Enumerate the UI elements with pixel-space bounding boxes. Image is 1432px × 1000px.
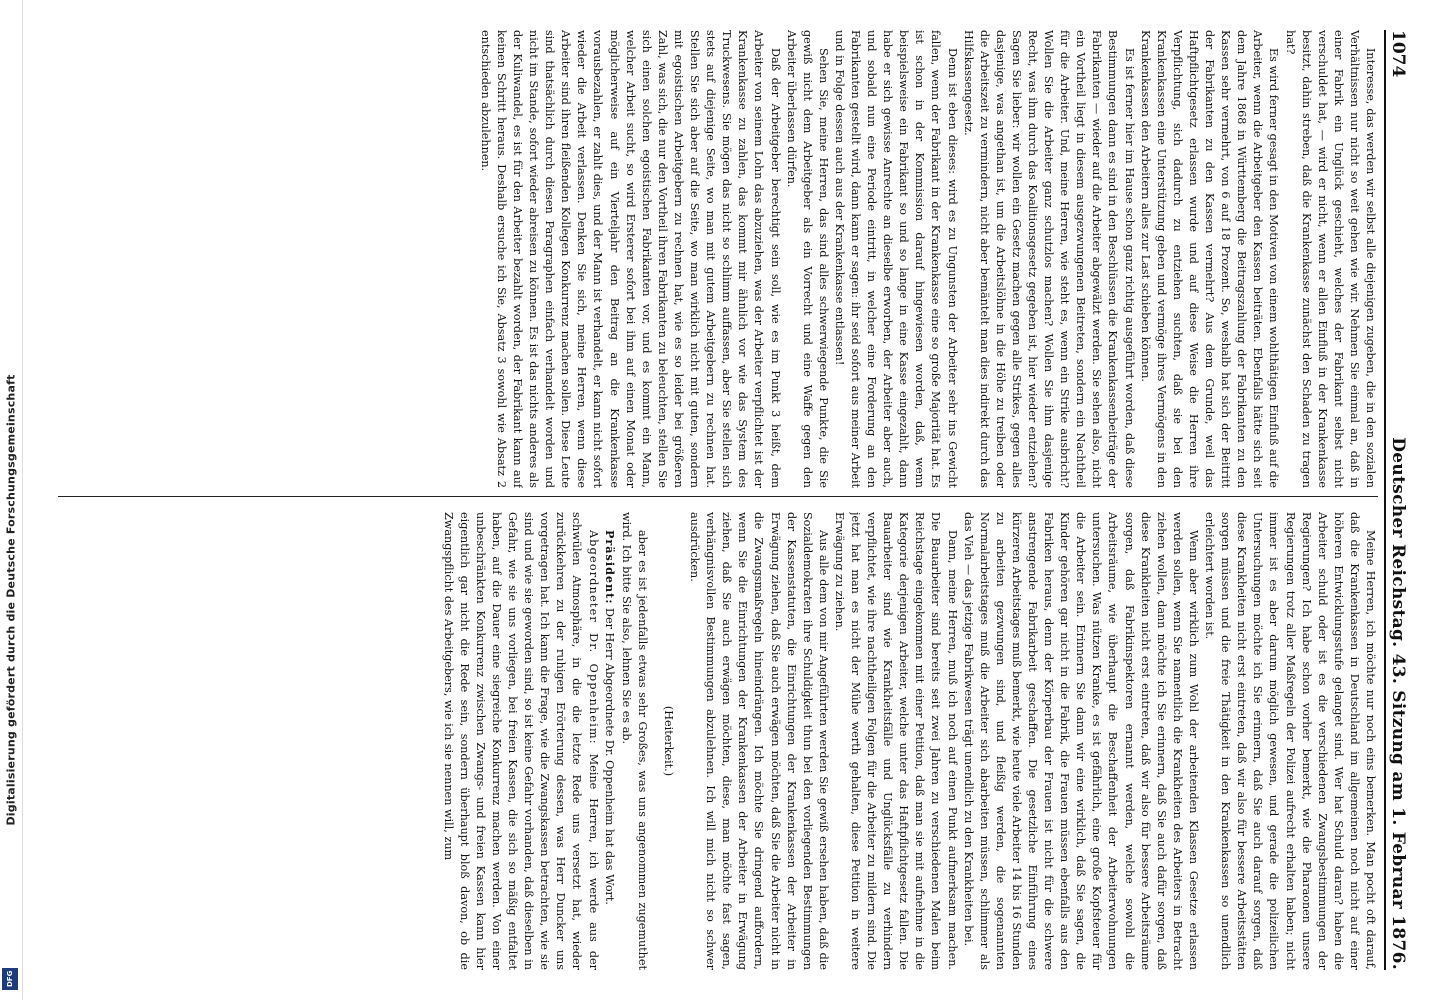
president-label: Präsident: <box>602 530 617 605</box>
interjection-heiterkeit: (Heiterkeit.) <box>661 705 675 777</box>
running-head <box>1384 30 1414 970</box>
digitization-credit-strip <box>0 0 23 1000</box>
rotated-page-content <box>40 0 1420 1000</box>
paragraph: Interesse, das werden wir selbst alle diejenigen zugeben, die in den sozialen Verhältnissen nur nicht so weit gehen wie wir. Nehmen Sie einmal an, daß in einer Fabrik ein Unglück geschieht, welches der Fabrikant selbst nicht verschuldet hat, — wird er nicht, wenn er allen Einfluß in der Krankenkasse besitzt, dahin streben, daß die Krankenkasse zunächst den Schaden zu tragen hat? <box>1283 30 1377 488</box>
scanned-page <box>24 0 1432 1000</box>
dfg-logo: DFG <box>2 968 18 990</box>
running-title: Deutscher Reichstag. 43. Sitzung am 1. Februar 1876. <box>1388 437 1408 970</box>
paragraph: Wenn aber wirklich zum Wohl der arbeitenden Klassen Gesetze erlassen werden sollen, wenn Sie namentlich die Krankheiten des Arbeiters in Betracht ziehen wollen, dann möchte ich Sie erinnern, daß Sie auch dafür sorgen, daß diese Krankheiten nicht erst eintreten, daß wir also für bessere Arbeitsräume sorgen, daß Fabrikinspektoren ernannt werden, welche sowohl die Arbeitsräume, wie überhaupt die Beschaffenheit der Arbeiterwohnungen untersuchen. Was nützen Kranke, es ist gefährlich, eine große Kopfsteuer für die Arbeiter sein. Erinnern Sie dann wir eine wirklich, daß Sie sagen, die Kinder gehören gar nicht in die Fabrik, die Frauen müssen ebenfalls aus den Fabriken heraus, denn der Körperbau der Frauen ist nicht für die schwere anstrengende Fabrikarbeit geschaffen. Die gesetzliche Einführung eines kürzeren Arbeitstages muß bemerkt, wie heute viele Arbeiter 14 bis 16 Stunden zu arbeiten gezwungen sind, und fleißig werden, die sogenannten Normalarbeitstages muß die Arbeiter sich abarbeiten müssen, schlimmer als das Vieh — das jetzige Fabrikwesen trägt unendlich zu den Krankheiten bei. <box>961 512 1200 970</box>
column-divider <box>58 496 1378 497</box>
paragraph: Dann, meine Herren, muß ich noch auf einen Punkt aufmerksam machen. Die Bauarbeiter sind bereits seit zwei Jahren zu verschiedenen Malen beim Reichstage eingekommen mit einer Petition, daß man sie mit aufnehme in die Kategorie derjenigen Arbeiter, welche unter das Haftpflichtgesetz fallen. Die Bauarbeiter sind wie Krankheitsfälle und Unglücksfälle zu verhindern verpflichtet, wie ihre nachtheiligen Folgen für die Arbeiter zu mildern sind. Die jetzt hat man es nicht der Mühe werth gehalten, diese Petition in weitere Erwägung zu ziehen. <box>832 512 959 970</box>
paragraph: Es ist ferner hier im Hause schon ganz richtig ausgeführt worden, daß diese Bestimmungen dann es sind in den Beschlüssen die Krankenkassenbeiträge der Fabrikanten — wieder auf die Arbeiter abgewälzt werden. Sie sehen also, nicht ein Vortheil liegt in diesem ausgezwungenen Beitreten, sondern ein Nachtheil für die Arbeiter. Und, meine Herren, wie steht es, wenn ein Strike ausbricht? Wollen Sie die Arbeiter ganz schutzlos machen? Wollen Sie ihm dasjenige Recht, was ihm durch das Koalitionsgesetz gegeben ist, hier wieder entziehen? Sagen Sie lieber: wir wollen ein Gesetz machen gegen alle Strikes, gegen alles dasjenige, was angethan ist, um die Arbeitslöhne in die Höhe zu treiben oder die Arbeitszeit zu vermindern, nicht aber bemäntelt man dies indirekt durch das Hilfskassengesetz. <box>961 30 1136 488</box>
speaker-statement <box>440 512 601 970</box>
page-number: 1074 <box>1388 30 1408 78</box>
paragraph: Meine Herren, ich möchte nur noch eins bemerken. Man pocht oft darauf, daß die Krankenkassen in Deutschland im allgemeinen noch nicht auf einer höheren Entwicklungsstufe gelanget sind. Wer hat Schuld daran? haben die Arbeiter schuld oder ist es die verschiedenen Zwangsbestimmungen der Regierungen? Ich habe schon vorher bemerkt, wie die Pharaonen unsere Regierungen trotz aller Maßregeln der Polizei aufrecht erhalten haben; nicht immer ist es aber darum möglich gewesen, und gerade die polizeilichen Untersuchungen möchte ich Sie erinnern, daß Sie auch darauf sorgen, daß diese Krankheiten nicht erst eintreten, daß wir also für bessere Arbeitsstätten sorgen müssen und die freie Thätigkeit in den Krankenkassen so unendlich erleichtert worden ist. <box>1203 512 1377 970</box>
paragraph: Daß der Arbeitgeber berechtigt sein soll, wie es im Punkt 3 heißt, dem Arbeiter von seinem Lohn das abzuziehen, was der Arbeiter verpflichtet ist der Krankenkasse zu zahlen, das kommt mir ähnlich vor wie das System des Truckwesens. Sie mögen das nicht so schlimm auffassen, aber Sie stellen sich stets auf diejenige Seite, wo man mit gutem Arbeitgebern zu rechnen hat. Stellen Sie sich aber auf die Seite, wo man wirklich nicht mit guten, sondern mit egoistischen Arbeitgebern zu rechnen hat, wie es so leider bei größeren Zahl, was sich, die nur den Vortheil ihren Fabrikanten zu beleuchten, stellen Sie sich einen solchen egoistischen Fabrikanten vor, und es kommt ein Mann, welcher Arbeit sucht, so wird Ersterer sofort bei ihm auf einen Monat oder möglicherweise auf ein Vierteljahr den Beitrag an die Krankenkasse vorausbezahlen, er zahlt dies, und der Mann ist verhandelt, er kann nicht sofort wieder die Arbeit verlassen. Denken Sie sich, meine Herren, wenn diese Arbeiter sind ihren fleißenden Kollegen Konkurrenz machen sollen. Diese Leute sind thatsächlich durch diesen Paragraphen einfach verhandelt worden und nicht im Stande, sofort wieder abreisen zu können. Es ist das nichts anderes als der Kuliwandel, es ist für den Arbeiter bezahlt worden, der Fabrikant kann auf keinen Schritt heraus. Deshalb ersuche ich Sie, Absatz 3 sowohl wie Absatz 2 entschieden abzulehnen. <box>478 30 782 488</box>
paragraph: Denn ist eben dieses: wird es zu Ungunsten der Arbeiter sehr ins Gewicht fallen, wenn der Fabrikant in der Krankenkasse eine so große Majorität hat. Es ist schon in der Kommission darauf hingewiesen worden, daß, wenn beispielsweise ein Fabrikant so und so lange in eine Kasse eingezahlt, dann habe er sich gewisse Anrechte an dieselbe erworben, der Arbeiter aber auch, und sobald nun eine Periode eintritt, in welcher eine Forderung an den Fabrikanten gestellt wird, dann kann er sagen: ihr seid sofort aus meiner Arbeit und in Folge dessen auch aus der Krankenkasse entlassen! <box>832 30 959 488</box>
president-statement <box>601 512 618 970</box>
left-column <box>58 30 1378 488</box>
paragraph: Sehen Sie, meine Herren, das sind alles schwerwiegende Punkte, die Sie gewiß nicht dem Arbeitgeber als ein Vorrecht und eine Waffe gegen den Arbeiter überlassen dürfen. <box>784 30 830 488</box>
president-text: Der Herr Abgeordnete Dr. Oppenheim hat das Wort. <box>602 608 616 905</box>
digitization-credit-text: Digitalisierung gefördert durch die Deutsche Forschungsgemeinschaft <box>4 374 18 826</box>
right-column <box>58 512 1378 970</box>
speaker-label: Abgeordneter Dr. Oppenheim: <box>586 530 600 745</box>
paragraph: Aus alle dem von mir Angeführten werden Sie gewiß ersehen haben, daß die Sozialdemokraten ihre Schuldigkeit thun bei den vorliegenden Bestimmungen der Kassenstatuten, die Einrichtungen der Krankenkassen der Arbeiter in Erwägung ziehen, daß Sie auch erwägen möchten, daß Sie die Arbeiter nicht in die Zwangsmaßregeln hineindrängen. Ich möchte Sie dringend auffordern, wenn Sie die Einrichtungen der Krankenkassen der Arbeiter in Erwägung ziehen, daß Sie auch erwägen möchten, diese, man möchte fast sagen, verhängnisvollen Bestimmungen abzulehnen. Ich will mich nicht so schwer ausdrücken. <box>688 512 830 970</box>
paragraph: aber es ist jedenfalls etwas sehr Großes, was uns angenommen zugemuthet wird. Ich bitte Sie also, lehnen Sie es ab. <box>619 512 649 970</box>
paragraph: Es wird ferner gesagt in den Motiven von einem wohlthätigen Einfluß auf die Arbeiter, wenn die Arbeitgeber den Kassen beiträten. Ebenfalls hätte sich seit dem Jahre 1868 in Württemberg die Beitragszahlung der Fabrikanten zu den Kassen sehr vermehrt, von 6 auf 18 Prozent. So, weshalb hat sich der Beitritt der Fabrikanten zu den Kassen vermehrt? Aus dem Grunde, weil das Haftpflichtgesetz erlassen wurde und auf diese Weise die Herren ihre Verpflichtung, sich dadurch zu entziehen suchten, daß sie bei den Krankenkassen eine Unterstützung geben und vermöge ihres Vermögens in den Krankenkassen den Arbeitern alles zur Last schieben können. <box>1138 30 1281 488</box>
speaker-text: Meine Herren, ich werde aus der schwülen Atmosphäre, in die die letzte Rede uns versetzt hat, wieder zurückkehren zu der ruhigen Erörterung dessen, was Herr Duncker uns vorgetragen hat. Ich kann die Frage, wie die Zwangskassen betrachten, wie sie sind und wie sie geworden sind, so ist keine Gefahr vorhanden, daß dieselben in Gefahr, wie sie uns vorliegen, bei freien Kassen, die sich so mäßig entfaltet haben, auf die Dauer eine siegreiche Konkurrenz machen werden. Von einer unbeschränkten Konkurrenz zwischen Zwangs- und freien Kassen kann hier eigentlich gar nicht die Rede sein, sondern überhaupt bloß davon, ob die Zwangspflicht des Arbeitgebers, wie ich sie nennen will, zum <box>441 512 600 970</box>
